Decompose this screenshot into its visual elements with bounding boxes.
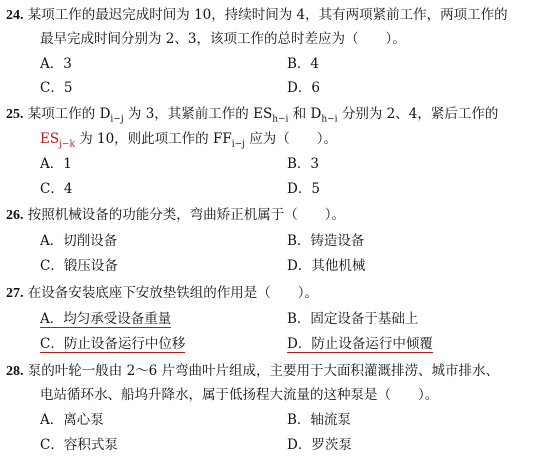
question-25-option-c[interactable]: C．4 [40, 181, 73, 197]
question-25-option-d[interactable]: D．5 [287, 181, 320, 197]
question-27-option-c[interactable] [40, 335, 185, 353]
question-26-line-1 [6, 206, 345, 225]
question-26-option-a[interactable]: A．切削设备 [40, 233, 118, 249]
question-25-text-1a: 某项工作的 D [27, 106, 111, 122]
question-27-option-a[interactable] [40, 310, 171, 328]
question-26-option-b[interactable]: B．铸造设备 [287, 233, 365, 249]
question-28-option-d[interactable]: D．罗茨泵 [287, 437, 352, 453]
question-27-option-d[interactable] [287, 335, 433, 353]
question-27-option-d-label: D．防止设备运行中倾覆 [287, 336, 433, 352]
question-25-option-a[interactable]: A．1 [40, 156, 72, 172]
question-26-option-d[interactable]: D．其他机械 [287, 258, 366, 274]
question-26-number: 26. [6, 208, 24, 223]
question-24-number: 24. [6, 8, 24, 23]
question-24-option-a[interactable]: A．3 [40, 56, 72, 72]
question-25-number: 25. [6, 107, 24, 122]
question-25-text-1d: 分别为 2、4，紧后工作的 [337, 106, 499, 122]
question-28-line-1 [6, 362, 499, 381]
question-28-option-b[interactable]: B．轴流泵 [287, 412, 351, 428]
subscript-ij-2: i−j [231, 139, 245, 150]
question-27-option-a-label: A．均匀承受设备重量 [40, 311, 172, 327]
question-27-number: 27. [6, 286, 24, 301]
subscript-jk: j−k [59, 139, 75, 150]
question-25-line-2 [40, 130, 337, 148]
question-27-option-c-label: C．防止设备运行中位移 [40, 336, 186, 352]
subscript-hi-2: h−i [321, 114, 338, 125]
question-28-text-2: 电站循环水、船坞升降水，属于低扬程大流量的这种泵是（ ）。 [40, 387, 439, 403]
question-27-line-1 [6, 284, 318, 303]
question-24-line-1 [6, 6, 508, 25]
question-25-text-2c: 应为（ ）。 [244, 131, 337, 147]
question-25-text-1c: 和 D [288, 106, 322, 122]
question-28-option-c[interactable]: C．容积式泵 [40, 437, 118, 453]
question-28-number: 28. [6, 364, 24, 379]
question-24-option-b[interactable]: B．4 [287, 56, 320, 72]
question-27-option-b[interactable]: B．固定设备于基础上 [287, 311, 419, 327]
question-26-text-1: 按照机械设备的功能分类，弯曲矫正机属于（ ）。 [27, 207, 346, 223]
question-24-option-c[interactable]: C．5 [40, 80, 73, 96]
question-25-text-1b: 为 3，其紧前工作的 ES [123, 106, 273, 122]
question-25-text-2b: 为 10，则此项工作的 FF [74, 131, 232, 147]
question-28-text-1: 泵的叶轮一般由 2～6 片弯曲叶片组成，主要用于大面积灌溉排涝、城市排水、 [27, 363, 500, 379]
question-25-option-b[interactable]: B．3 [287, 156, 320, 172]
question-27-text-1: 在设备安装底座下安放垫铁组的作用是（ ）。 [27, 285, 319, 301]
question-24-option-d[interactable]: D．6 [287, 80, 320, 96]
question-24-text-1: 某项工作的最迟完成时间为 10，持续时间为 4，其有两项紧前工作，两项工作的 [27, 7, 508, 23]
question-28-option-a[interactable]: A．离心泵 [40, 412, 104, 428]
question-25-text-2a: ES [40, 131, 60, 147]
subscript-ij: i−j [110, 114, 124, 125]
subscript-hi: h−i [272, 114, 289, 125]
question-25-line-1 [6, 105, 498, 124]
question-26-option-c[interactable]: C．锻压设备 [40, 258, 118, 274]
question-24-text-2: 最早完成时间分别为 2、3，该项工作的总时差应为（ ）。 [40, 31, 406, 47]
